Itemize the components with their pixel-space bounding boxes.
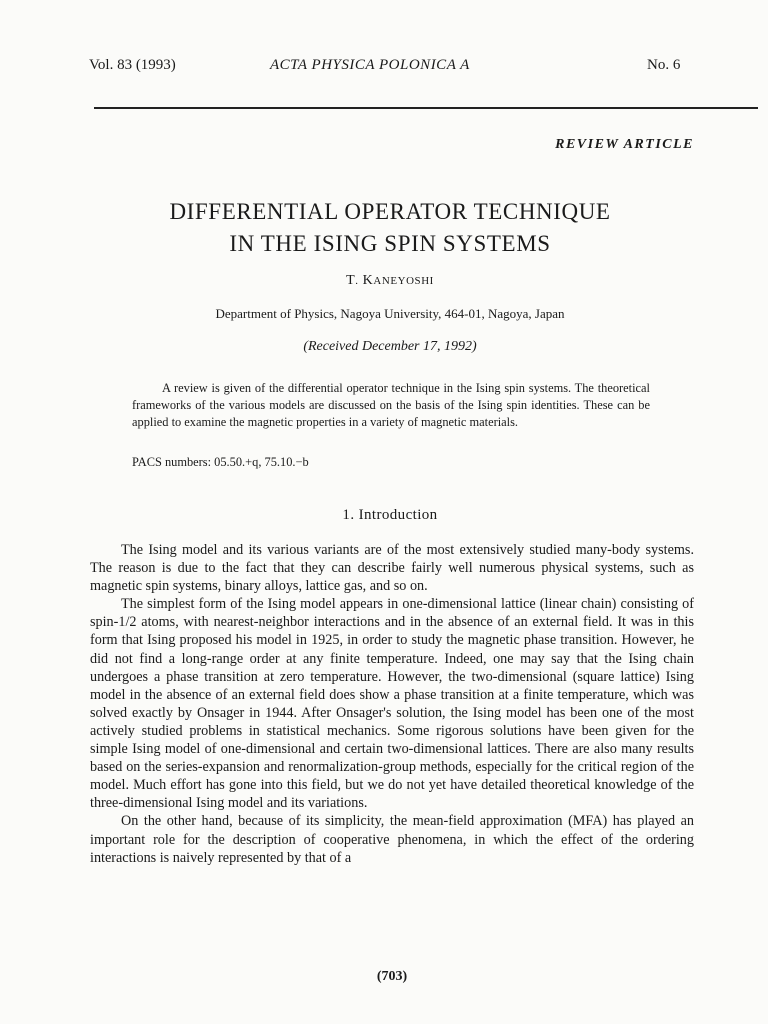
issue-number: No. 6 <box>647 57 681 73</box>
journal-name: ACTA PHYSICA POLONICA A <box>270 57 470 73</box>
page-number: (703) <box>376 969 408 984</box>
paragraph: The simplest form of the Ising model appears in one-dimensional lattice (linear chain) consisting of spin-1/2 atoms, with nearest-neighbor interactions and in the absence of an external field. It was in this form that Ising proposed his model in 1925, in order to study the magnetic phase transition. However, he did not find a long-range order at any finite temperature. Indeed, one may say that the Ising chain undergoes a phase transition at zero temperature. However, the two-dimensional (square lattice) Ising model in the absence of an external field does show a phase transition at a finite temperature, which was solved exactly by Onsager in 1944. After Onsager's solution, the Ising model has been one of the most actively studied problems in statistical mechanics. Some rigorous solutions have been given for the simple Ising model of one-dimensional and certain two-dimensional lattices. There are also many results based on the series-expansion and renormalization-group methods, especially for the critical region of the model. Much effort has gone into this field, but we do not yet have detailed theoretical knowledge of the three-dimensional Ising model and its variations. <box>90 596 694 812</box>
received-date: (Received December 17, 1992) <box>303 339 477 354</box>
title-line-1: DIFFERENTIAL OPERATOR TECHNIQUE <box>169 199 611 224</box>
author-name: T. KANEYOSHI <box>346 273 434 288</box>
title-line-2: IN THE ISING SPIN SYSTEMS <box>229 231 551 256</box>
header-rule <box>94 107 758 109</box>
affiliation: Department of Physics, Nagoya University, 464-01, Nagoya, Japan <box>215 306 565 321</box>
abstract: A review is given of the differential operator technique in the Ising spin systems. The theoretical frameworks of the various models are discussed on the basis of the Ising spin identities. These can be applied to examine the magnetic properties in a variety of magnetic materials. <box>132 381 650 429</box>
article-type: REVIEW ARTICLE <box>555 137 694 152</box>
section-body <box>90 541 694 867</box>
paragraph: On the other hand, because of its simplicity, the mean-field approximation (MFA) has played an important role for the description of cooperative phenomena, in which the effect of the ordering interactions is naively represented by that of a <box>90 813 694 866</box>
volume-info: Vol. 83 (1993) <box>89 57 176 73</box>
paragraph: The Ising model and its various variants are of the most extensively studied many-body systems. The reason is due to the fact that they can describe fairly well numerous physical systems, such as magnetic spin systems, binary alloys, lattice gas, and so on. <box>90 542 694 595</box>
pacs-numbers: PACS numbers: 05.50.+q, 75.10.−b <box>132 455 309 469</box>
section-title: 1. Introduction <box>342 507 438 523</box>
